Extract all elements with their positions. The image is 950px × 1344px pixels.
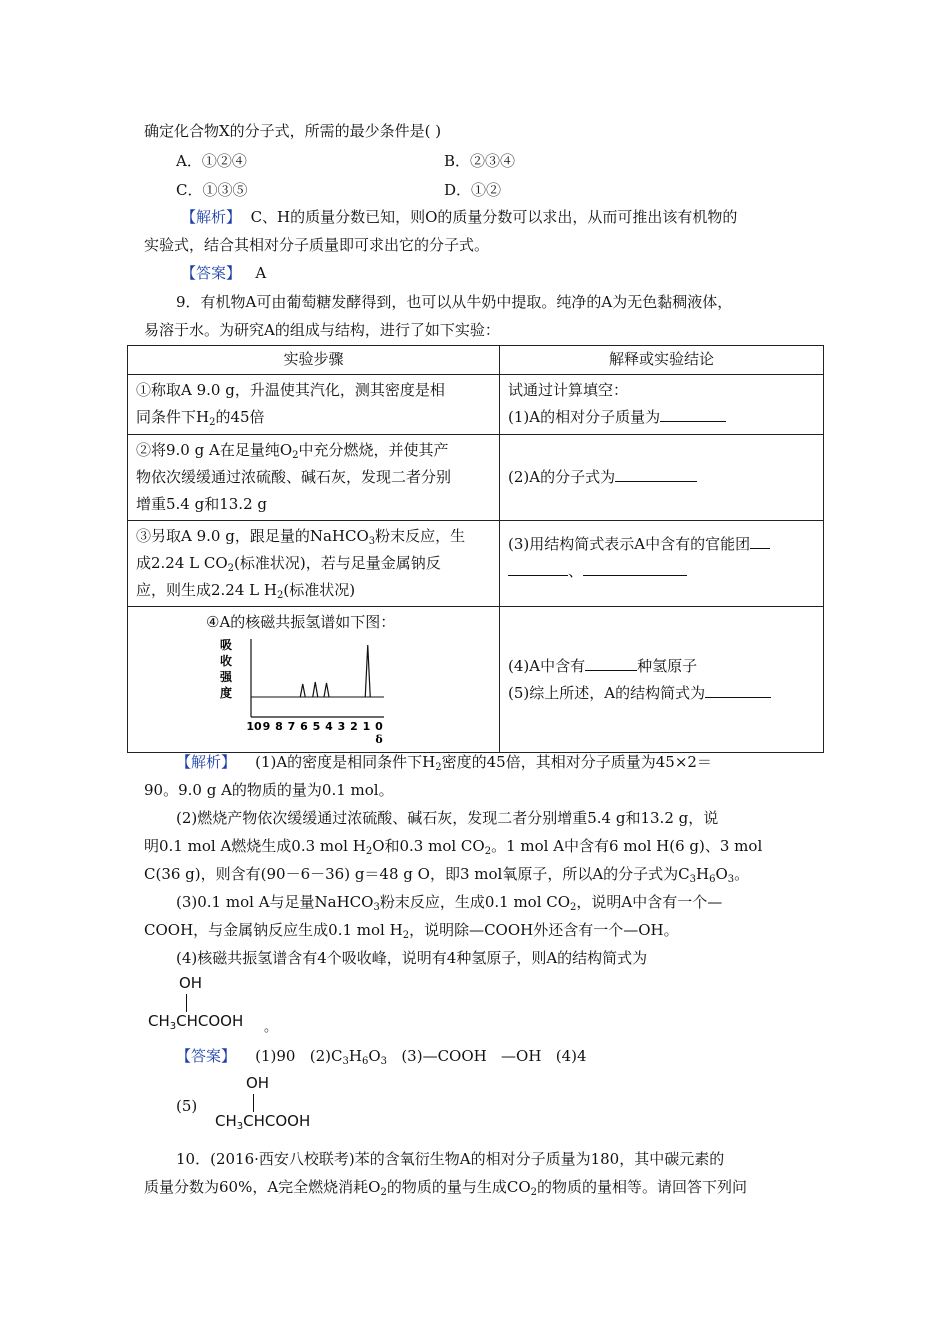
table-head-steps: 实验步骤 [128, 346, 500, 375]
text: C(36 g)，则含有(90－6－36) g＝48 g O，即3 mol氧原子，所以A的分子式为C [144, 865, 690, 883]
conclusion-2 [500, 435, 824, 521]
sub: 2 [380, 1187, 387, 1198]
conclusion-5-text: (5)综上所述，A的结构简式为 [508, 683, 706, 702]
text: 的物质的量与生成CO [386, 1178, 531, 1196]
answer-blank-3c[interactable] [583, 559, 687, 576]
text: 。 [734, 865, 750, 883]
q8-answer-value: A [255, 264, 267, 282]
step-1-line1: ①称取A 9.0 g，升温使其汽化，测其密度是相 [136, 381, 445, 399]
table-head-conclusion: 解释或实验结论 [500, 346, 824, 375]
conclusion-5-line [508, 680, 815, 707]
sub: 2 [365, 846, 373, 857]
step-3-text-b: 粉末反应，生 [375, 527, 466, 545]
step-3 [128, 521, 500, 607]
step-2-line1 [136, 437, 491, 464]
sub: 3 [689, 874, 697, 885]
nmr-ylabel [220, 638, 233, 700]
text: CHCOOH [243, 1112, 311, 1130]
nmr-ylabel-char: 吸 [220, 638, 233, 652]
sub: 3 [236, 1121, 244, 1132]
conclusion-3-text: (3)用结构简式表示A中含有的官能团 [508, 535, 751, 553]
q9-stem-line2: 易溶于水。为研究A的组成与结构，进行了如下实验： [144, 321, 500, 339]
conclusion-1-line [508, 404, 815, 431]
step-3-text: ③另取A 9.0 g，跟足量的NaHCO [136, 527, 369, 545]
step-4 [128, 607, 500, 753]
text: O [715, 865, 728, 883]
sub: 2 [402, 930, 410, 941]
q9-analysis-text: (1)A的密度是相同条件下H [255, 753, 436, 771]
sub: 6 [361, 1056, 369, 1067]
text: 明0.1 mol A燃烧生成0.3 mol H [144, 837, 366, 855]
conclusion-4-line [508, 653, 815, 680]
step-1-text-b: 的45倍 [215, 408, 265, 426]
answer-blank-2[interactable] [615, 465, 697, 482]
text: H [696, 865, 710, 883]
formula-main [215, 1112, 310, 1130]
sub: 2 [292, 450, 299, 461]
nmr-tick-label: 9 [262, 720, 271, 733]
conclusion-4-text: (4)A中含有 [508, 656, 586, 675]
text: CH [148, 1012, 170, 1030]
conclusion-2-text: (2)A的分子式为 [508, 468, 616, 486]
nmr-ylabel-char: 收 [220, 654, 233, 668]
q9-analysis-1b: 90。9.0 g A的物质的量为0.1 mol。 [144, 781, 394, 799]
q9-answer [176, 1046, 587, 1066]
text: COOH，与金属钠反应生成0.1 mol H [144, 921, 403, 939]
analysis-tag: 【解析】 [176, 753, 237, 771]
sub: 2 [484, 846, 492, 857]
nmr-tick-label: 8 [275, 720, 283, 733]
step-3-text-e: 应，则生成2.24 L H [136, 581, 277, 599]
structural-formula-1 [148, 974, 288, 1038]
nmr-tick-label: 3 [337, 720, 346, 733]
text: CH [215, 1112, 237, 1130]
nmr-tick-label: 4 [325, 720, 333, 733]
sub: 6 [709, 874, 716, 885]
step-3-text-f: (标准状况) [283, 581, 356, 599]
q9-stem-line1: 9．有机物A可由葡萄糖发酵得到，也可以从牛奶中提取。纯净的A为无色黏稠液体， [176, 293, 733, 311]
q8-option-a: A．①②④ [176, 152, 247, 170]
q9-analysis-1 [176, 752, 712, 772]
formula-bond [186, 994, 187, 1012]
step-2 [128, 435, 500, 521]
sub: 2 [570, 902, 577, 913]
answer-3b: —OH [501, 1047, 542, 1065]
answer-blank-4[interactable] [585, 654, 637, 671]
nmr-peak [365, 645, 370, 697]
conclusion-3 [500, 521, 824, 607]
sub: 2 [276, 590, 284, 601]
answer-2: (2)C [309, 1047, 343, 1065]
sub: 3 [368, 536, 376, 547]
sub: 3 [727, 874, 735, 885]
formula-main [148, 1012, 243, 1030]
text: ，说明A中含有一个— [576, 893, 723, 911]
formula-oh: OH [246, 1074, 270, 1092]
answer-blank-1[interactable] [660, 405, 726, 422]
q9-analysis-3b [144, 920, 679, 940]
step-3-text-d: (标准状况)，若与足量金属钠反 [234, 554, 441, 572]
nmr-tick-label: 7 [287, 720, 296, 733]
q8-option-c: C．①③⑤ [176, 181, 248, 199]
conclusion-4 [500, 607, 824, 753]
table-row [128, 435, 824, 521]
q9-analysis-2: (2)燃烧产物依次缓缓通过浓硫酸、碱石灰，发现二者分别增重5.4 g和13.2 g，说 [176, 809, 719, 827]
text: (3)0.1 mol A与足量NaHCO [176, 893, 374, 911]
sub: 3 [342, 1056, 349, 1067]
text: CHCOOH [176, 1012, 244, 1030]
step-1 [128, 375, 500, 435]
nmr-ylabel-char: 度 [220, 686, 233, 700]
q9-analysis-4: (4)核磁共振氢谱含有4个吸收峰，说明有4种氢原子，则A的结构简式为 [176, 949, 648, 967]
q8-option-b: B．②③④ [444, 152, 516, 170]
conclusion-1 [500, 375, 824, 435]
text: H [348, 1047, 362, 1065]
text: 质量分数为60%，A完全燃烧消耗O [144, 1178, 381, 1196]
table-row [128, 375, 824, 435]
experiment-table [127, 345, 824, 753]
step-3-line1 [136, 523, 491, 550]
step-1-text: 同条件下H [136, 408, 210, 426]
text: 的物质的量相等。请回答下列问 [537, 1178, 748, 1196]
nmr-axes [251, 639, 384, 717]
step-2-line3: 增重5.4 g和13.2 g [136, 495, 267, 513]
nmr-tick-label: 2 [350, 720, 358, 733]
nmr-peak [300, 684, 305, 697]
table-row [128, 607, 824, 753]
sub: 2 [530, 1187, 538, 1198]
nmr-tick-label: 1 [362, 720, 371, 733]
nmr-ticks [246, 720, 383, 746]
formula-oh: OH [179, 974, 203, 992]
conclusion-1-intro: 试通过计算填空： [508, 381, 629, 399]
q10-line2 [144, 1177, 747, 1197]
answer-tag: 【答案】 [176, 1047, 237, 1065]
answer-4: (4)4 [555, 1047, 587, 1065]
answer-blank-3a[interactable] [750, 532, 770, 549]
sub: 3 [380, 1056, 388, 1067]
q9-analysis-2b [144, 836, 762, 856]
conclusion-4-text-b: 种氢原子 [637, 656, 698, 675]
formula-bond [253, 1094, 254, 1112]
q8-analysis-text: C、H的质量分数已知，则O的质量分数可以求出，从而可推出该有机物的 [250, 208, 738, 226]
q8-answer [181, 263, 266, 283]
q8-analysis [181, 207, 737, 227]
sub: 2 [435, 762, 442, 773]
answer-3: (3)—COOH [401, 1047, 487, 1065]
text: 粉末反应，生成0.1 mol CO [379, 893, 571, 911]
formula-period: 。 [264, 1020, 278, 1035]
nmr-ylabel-char: 强 [220, 670, 233, 684]
sub: 3 [373, 902, 380, 913]
conclusion-1-text: (1)A的相对分子质量为 [508, 408, 661, 426]
nmr-tick-label: 10 [246, 720, 262, 733]
step-4-text: ④A的核磁共振氢谱如下图： [206, 613, 396, 631]
step-2-text: ②将9.0 g A在足量纯O [136, 441, 293, 459]
nmr-peak [313, 682, 318, 697]
nmr-spectrum-chart [220, 635, 420, 747]
step-3-text-c: 成2.24 L CO [136, 554, 228, 572]
separator: 、 [568, 562, 584, 580]
text: O和0.3 mol CO [372, 837, 485, 855]
q8-stem: 确定化合物X的分子式，所需的最少条件是( ) [144, 122, 442, 140]
structural-formula-2 [215, 1074, 355, 1138]
q9-analysis-text-b: 密度的45倍，其相对分子质量为45×2＝ [441, 753, 712, 771]
q10-line1: 10．(2016·西安八校联考)苯的含氧衍生物A的相对分子质量为180，其中碳元素的 [176, 1150, 725, 1168]
conclusion-3-line1 [508, 531, 815, 558]
nmr-x-label: δ [375, 733, 383, 746]
step-1-line2 [136, 404, 491, 431]
step-3-line2 [136, 550, 491, 577]
step-2-text-b: 中充分燃烧，并使其产 [298, 441, 449, 459]
answer-blank-3b[interactable] [508, 559, 568, 576]
text: 。1 mol A中含有6 mol H(6 g)、3 mol [491, 837, 763, 855]
text: O [368, 1047, 381, 1065]
table-row [128, 521, 824, 607]
q9-analysis-2c [144, 864, 749, 884]
step-3-line3 [136, 577, 491, 604]
q9-analysis-3 [176, 892, 722, 912]
nmr-tick-label: 6 [300, 720, 308, 733]
conclusion-3-line2 [508, 558, 815, 585]
q9-answer-5-label: (5) [176, 1097, 198, 1115]
step-2-line2: 物依次缓缓通过浓硫酸、碱石灰，发现二者分别 [136, 468, 452, 486]
q8-analysis-line2: 实验式，结合其相对分子质量即可求出它的分子式。 [144, 236, 490, 254]
answer-tag: 【答案】 [181, 264, 242, 282]
nmr-peak [324, 683, 329, 697]
answer-1: (1)90 [255, 1047, 296, 1065]
answer-blank-5[interactable] [705, 681, 771, 698]
sub: 2 [227, 563, 235, 574]
nmr-peaks [300, 645, 370, 697]
nmr-tick-label: 0 [375, 720, 383, 733]
analysis-tag: 【解析】 [181, 208, 242, 226]
sub: 3 [169, 1021, 177, 1032]
sub: 2 [209, 417, 216, 428]
q8-option-d: D．①② [444, 181, 502, 199]
nmr-tick-label: 5 [312, 720, 321, 733]
text: ，说明除—COOH外还含有一个—OH。 [409, 921, 679, 939]
